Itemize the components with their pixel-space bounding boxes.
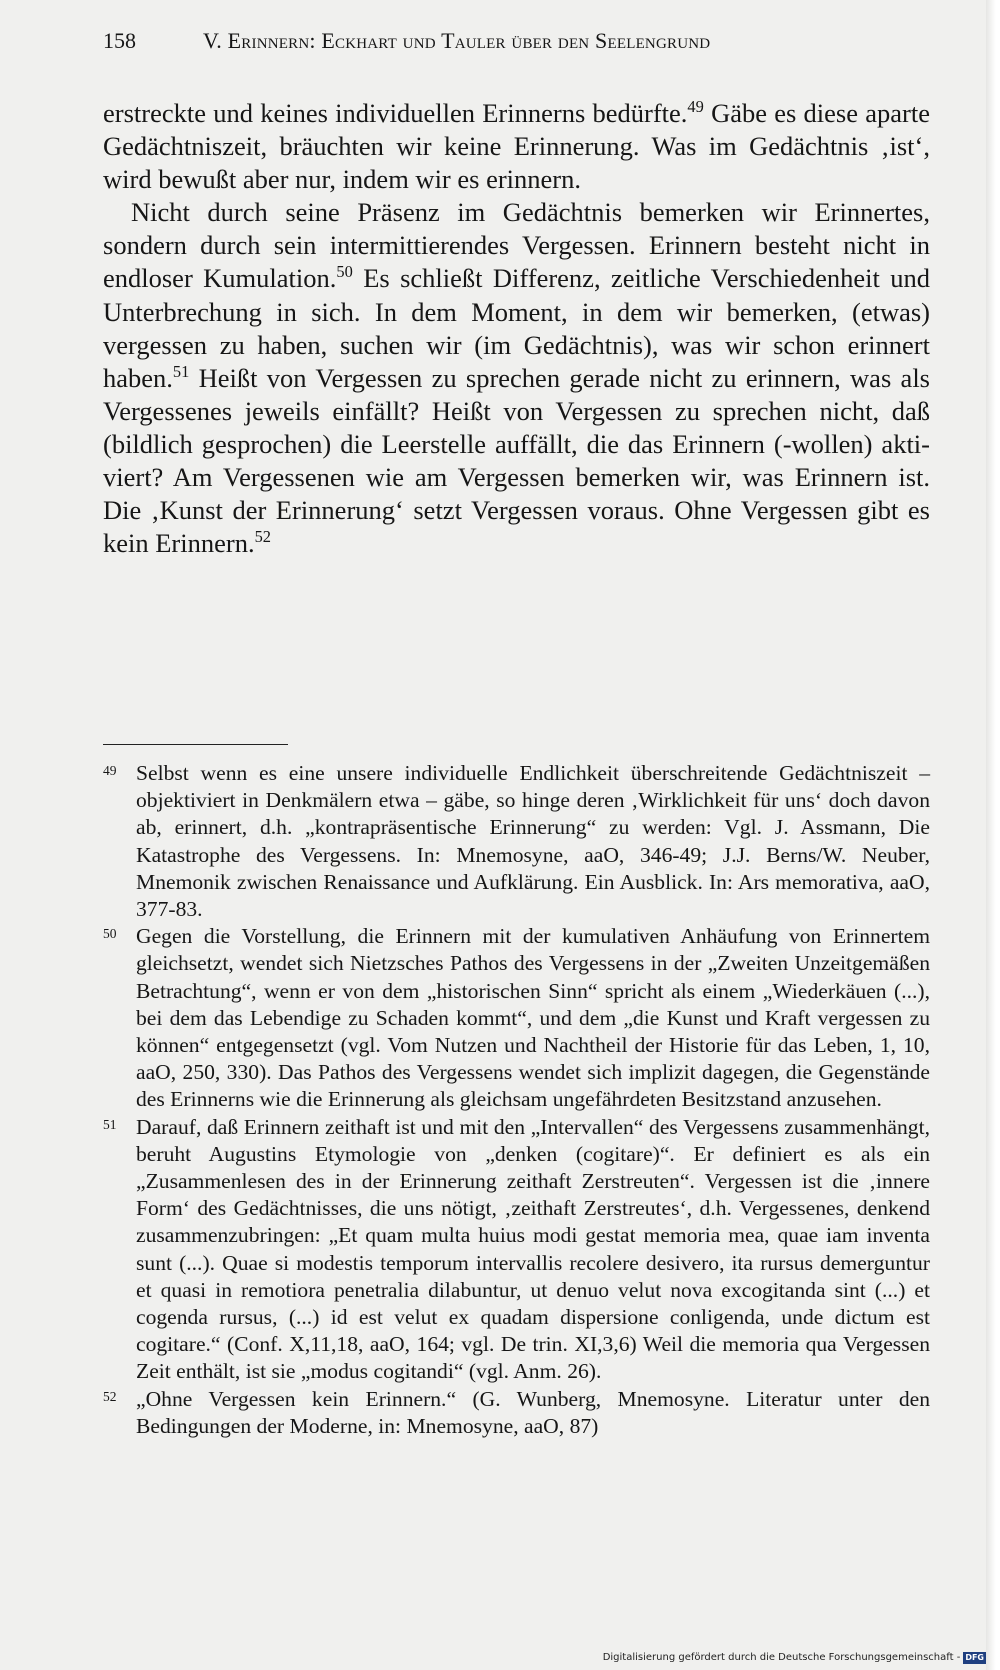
footnote [103,923,930,1113]
footnote-text: Darauf, daß Erinnern zeithaft ist und mit den „Intervallen“ des Vergessens zusammenhängt, beruht Augustins Etymologie von „denken (cogitare)“. Er definiert es als ein „Zusammenlesen des in der Erinnerung zeithaft Zerstreuten“. Vergessen ist die ‚innere Form‘ des Gedächtnisses, die uns nötigt, ‚zeithaft Zerstreutes‘, d.h. Vergessenes, denkend zusammenzubringen: „Et quam multa huius modi gestat memoria mea, quae iam inventa sunt (...). Quae si modestis temporum intervallis recolere desivero, ita rursus demerguntur et quasi in remotiora penetralia dilabuntur, ut denuo velut nova excogitanda sint (...) et cogenda rursus, (...) id est velut ex quadam dispersione conligenda, unde dictum est cogitare.“ (Conf. X,11,18, aaO, 164; vgl. De trin. XI,3,6) Weil die memoria qua Vergessen Zeit enthält, ist sie „modus cogitandi“ (vgl. Anm. 26). [136,1114,930,1384]
text-run: erstreckte und keines individuellen Erinnerns bedürfte. [103,98,688,128]
footnote-number: 51 [103,1116,117,1132]
text-run: Nicht durch seine Präsenz im Gedächtnis bemerken wir Erinnertes, sondern durch sein intermittierendes Vergessen. Erinnern besteht nicht in endloser Kumulation. [103,197,930,294]
body-paragraph [103,97,930,196]
text-run: Gäbe es diese aparte Gedächtniszeit, bräuchten wir keine Erinnerung. Was im Gedächtnis ‚ist‘, wird bewußt aber nur, indem wir es erinnern. [103,98,930,195]
footnote [103,1386,930,1440]
chapter-title: V. Erinnern: Eckhart und Tauler über den Seelengrund [203,28,711,53]
footnote-number: 52 [103,1388,117,1404]
footnote-text: Gegen die Vorstellung, die Erinnern mit der kumulativen Anhäufung von Erinnertem gleichsetzt, wendet sich Nietzsches Pathos des Vergessens in der „Zweiten Unzeitgemäßen Betrachtung“, wenn er von dem „historischen Sinn“ spricht als einem „Wiederkäuen (...), bei dem das Lebendige zu Schaden kommt“, und dem „die Kunst und Kraft vergessen zu können“ entgegensetzt (vgl. Vom Nutzen und Nachtheil der Historie für das Leben, 1, 10, aaO, 250, 330). Das Pathos des Vergessens wendet sich implizit dagegen, die Gegenstände des Erinnerns wie die Erinnerung als gleichsam ungefährdeten Besitzstand anzusehen. [136,924,930,1112]
footnote-reference[interactable]: 52 [254,527,272,547]
footnote [103,1114,930,1386]
footnote-rule [103,744,288,745]
text-run: Es schließt Differenz, zeitliche Verschiedenheit und Unterbrechung in sich. In dem Moment, in dem wir bemerken, (etwas) vergessen zu haben, suchen wir (im Gedächtnis), was wir schon erinnert haben. [103,263,930,393]
credit-text: Digitalisierung gefördert durch die Deutsche Forschungsgemeinschaft - [602,1652,961,1663]
main-text [103,97,930,560]
footnote-text: Selbst wenn es eine unsere individuelle Endlichkeit überschreitende Gedächtniszeit – objektiviert in Denkmälern etwa – gäbe, so hinge deren ‚Wirklichkeit für uns‘ doch davon ab, erinnert, d.h. „kontrapräsentische Erinnerung“ zu werden: Vgl. J. Assmann, Die Katastrophe des Vergessens. In: Mnemosyne, aaO, 346-49; J.J. Berns/W. Neuber, Mnemonik zwischen Renaissance und Aufklärung. Ein Ausblick. In: Ars memorativa, aaO, 377-83. [136,761,930,922]
footnote-reference[interactable]: 50 [336,262,353,282]
body-paragraph [103,196,930,560]
footnote-reference[interactable]: 51 [172,361,190,381]
footnote-text: „Ohne Vergessen kein Erinnern.“ (G. Wunberg, Mnemosyne. Literatur unter den Bedingungen der Moderne, in: Mnemosyne, aaO, 87) [136,1386,930,1438]
footnote-number: 49 [103,763,117,778]
footnotes [103,760,930,1440]
running-head [103,26,873,56]
page-number: 158 [103,28,136,53]
text-run: Heißt von Vergessen zu sprechen gerade nicht zu erinnern, was als Vergessenes jeweils einfällt? Heißt von Vergessen zu sprechen nicht, daß (bildlich gesprochen) die Leerstelle auffällt, die das Erinnern (-wollen) aktiviert? Am Vergessenen wie am Vergessen bemerken wir, was Erinnern ist. Die ‚Kunst der Erinnerung‘ setzt Vergessen voraus. Ohne Vergessen gibt es kein Erinnern. [103,362,930,559]
digitization-credit [603,1651,986,1665]
dfg-logo: DFG [965,1653,984,1662]
page-edge [986,0,1000,1670]
footnote-number: 50 [103,926,117,942]
footnote [103,760,930,923]
footnote-reference[interactable]: 49 [687,96,704,116]
